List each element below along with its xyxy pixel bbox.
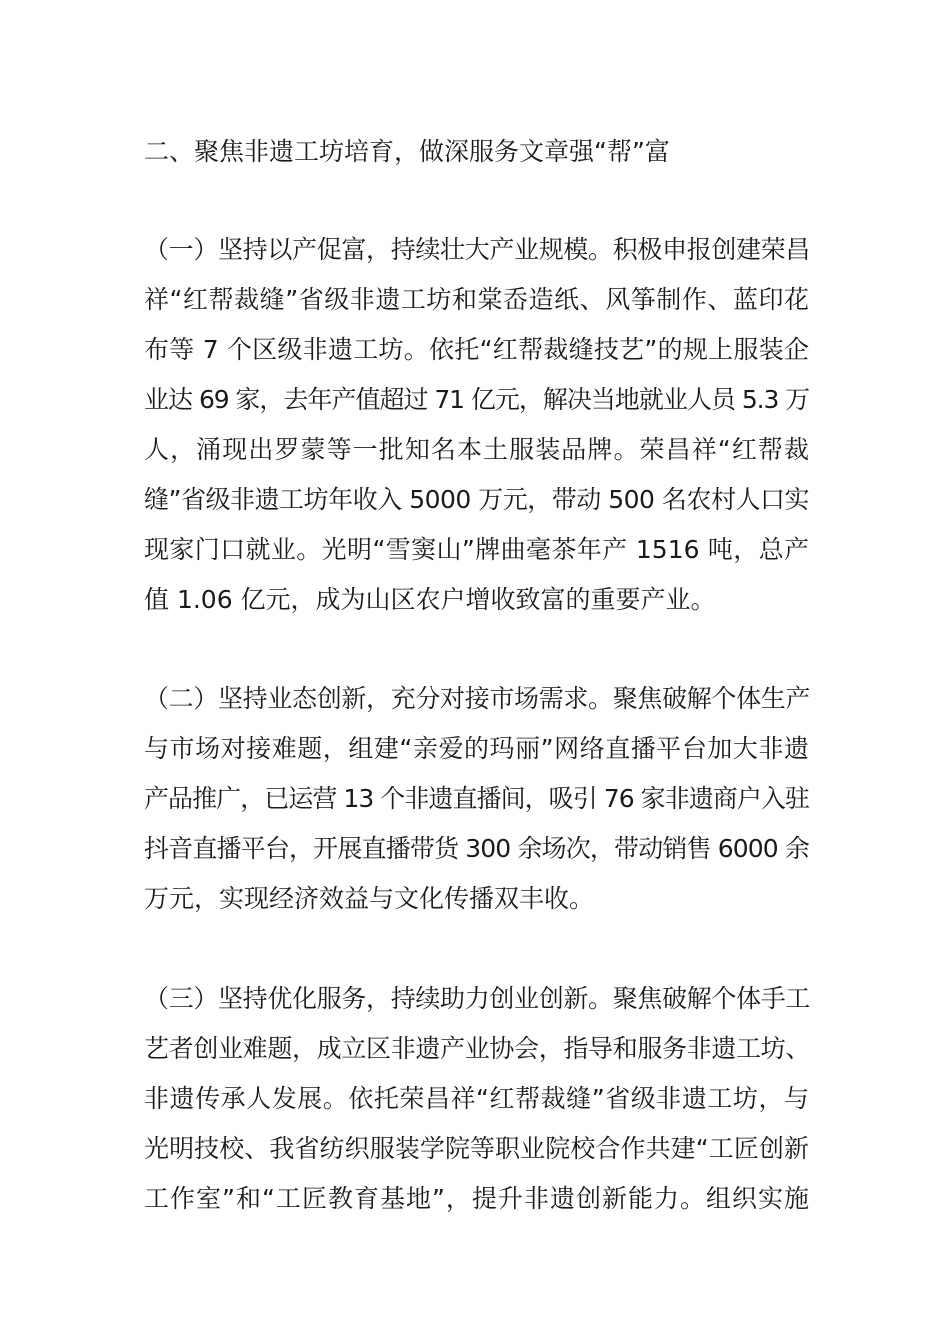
paragraph-line: 万元，实现经济效益与文化传播双丰收。 [144,884,595,913]
paragraph-line: （一）坚持以产促富，持续壮大产业规模。积极申报创建荣昌 [144,235,811,264]
section-heading: 二、聚焦非遗工坊培育，做深服务文章强“帮”富 [144,137,670,166]
paragraph-line: 现家门口就业。光明“雪窦山”牌曲毫茶年产 1516 吨，总产 [144,535,809,564]
paragraph-line: 光明技校、我省纺织服装学院等职业院校合作共建“工匠创新 [144,1134,809,1163]
paragraph-line: （二）坚持业态创新，充分对接市场需求。聚焦破解个体生产 [144,684,811,713]
paragraph-line: 人，涌现出罗蒙等一批知名本土服装品牌。荣昌祥“红帮裁 [144,435,809,464]
paragraph-line: 缝”省级非遗工坊年收入 5000 万元，带动 500 名农村人口实 [144,485,809,514]
paragraph-line: 值 1.06 亿元，成为山区农户增收致富的重要产业。 [144,585,716,614]
paragraph-line: 非遗传承人发展。依托荣昌祥“红帮裁缝”省级非遗工坊，与 [144,1084,809,1113]
paragraph-2 [144,674,809,924]
paragraph-line: 业达 69 家，去年产值超过 71 亿元，解决当地就业人员 5.3 万 [144,385,809,414]
paragraph-3 [144,974,809,1224]
paragraph-line: 布等 7 个区级非遗工坊。依托“红帮裁缝技艺”的规上服装企 [144,335,809,364]
paragraph-line: 祥“红帮裁缝”省级非遗工坊和棠岙造纸、风筝制作、蓝印花 [144,285,809,314]
paragraph-line: 艺者创业难题，成立区非遗产业协会，指导和服务非遗工坊、 [144,1034,811,1063]
paragraph-line: 工作室”和“工匠教育基地”，提升非遗创新能力。组织实施 [144,1184,809,1213]
paragraph-line: 抖音直播平台，开展直播带货 300 余场次，带动销售 6000 余 [144,834,809,863]
paragraph-line: 产品推广，已运营 13 个非遗直播间，吸引 76 家非遗商户入驻 [144,784,809,813]
paragraph-line: （三）坚持优化服务，持续助力创业创新。聚焦破解个体手工 [144,984,811,1013]
paragraph-1 [144,225,809,625]
paragraph-line: 与市场对接难题，组建“亲爱的玛丽”网络直播平台加大非遗 [144,734,809,763]
